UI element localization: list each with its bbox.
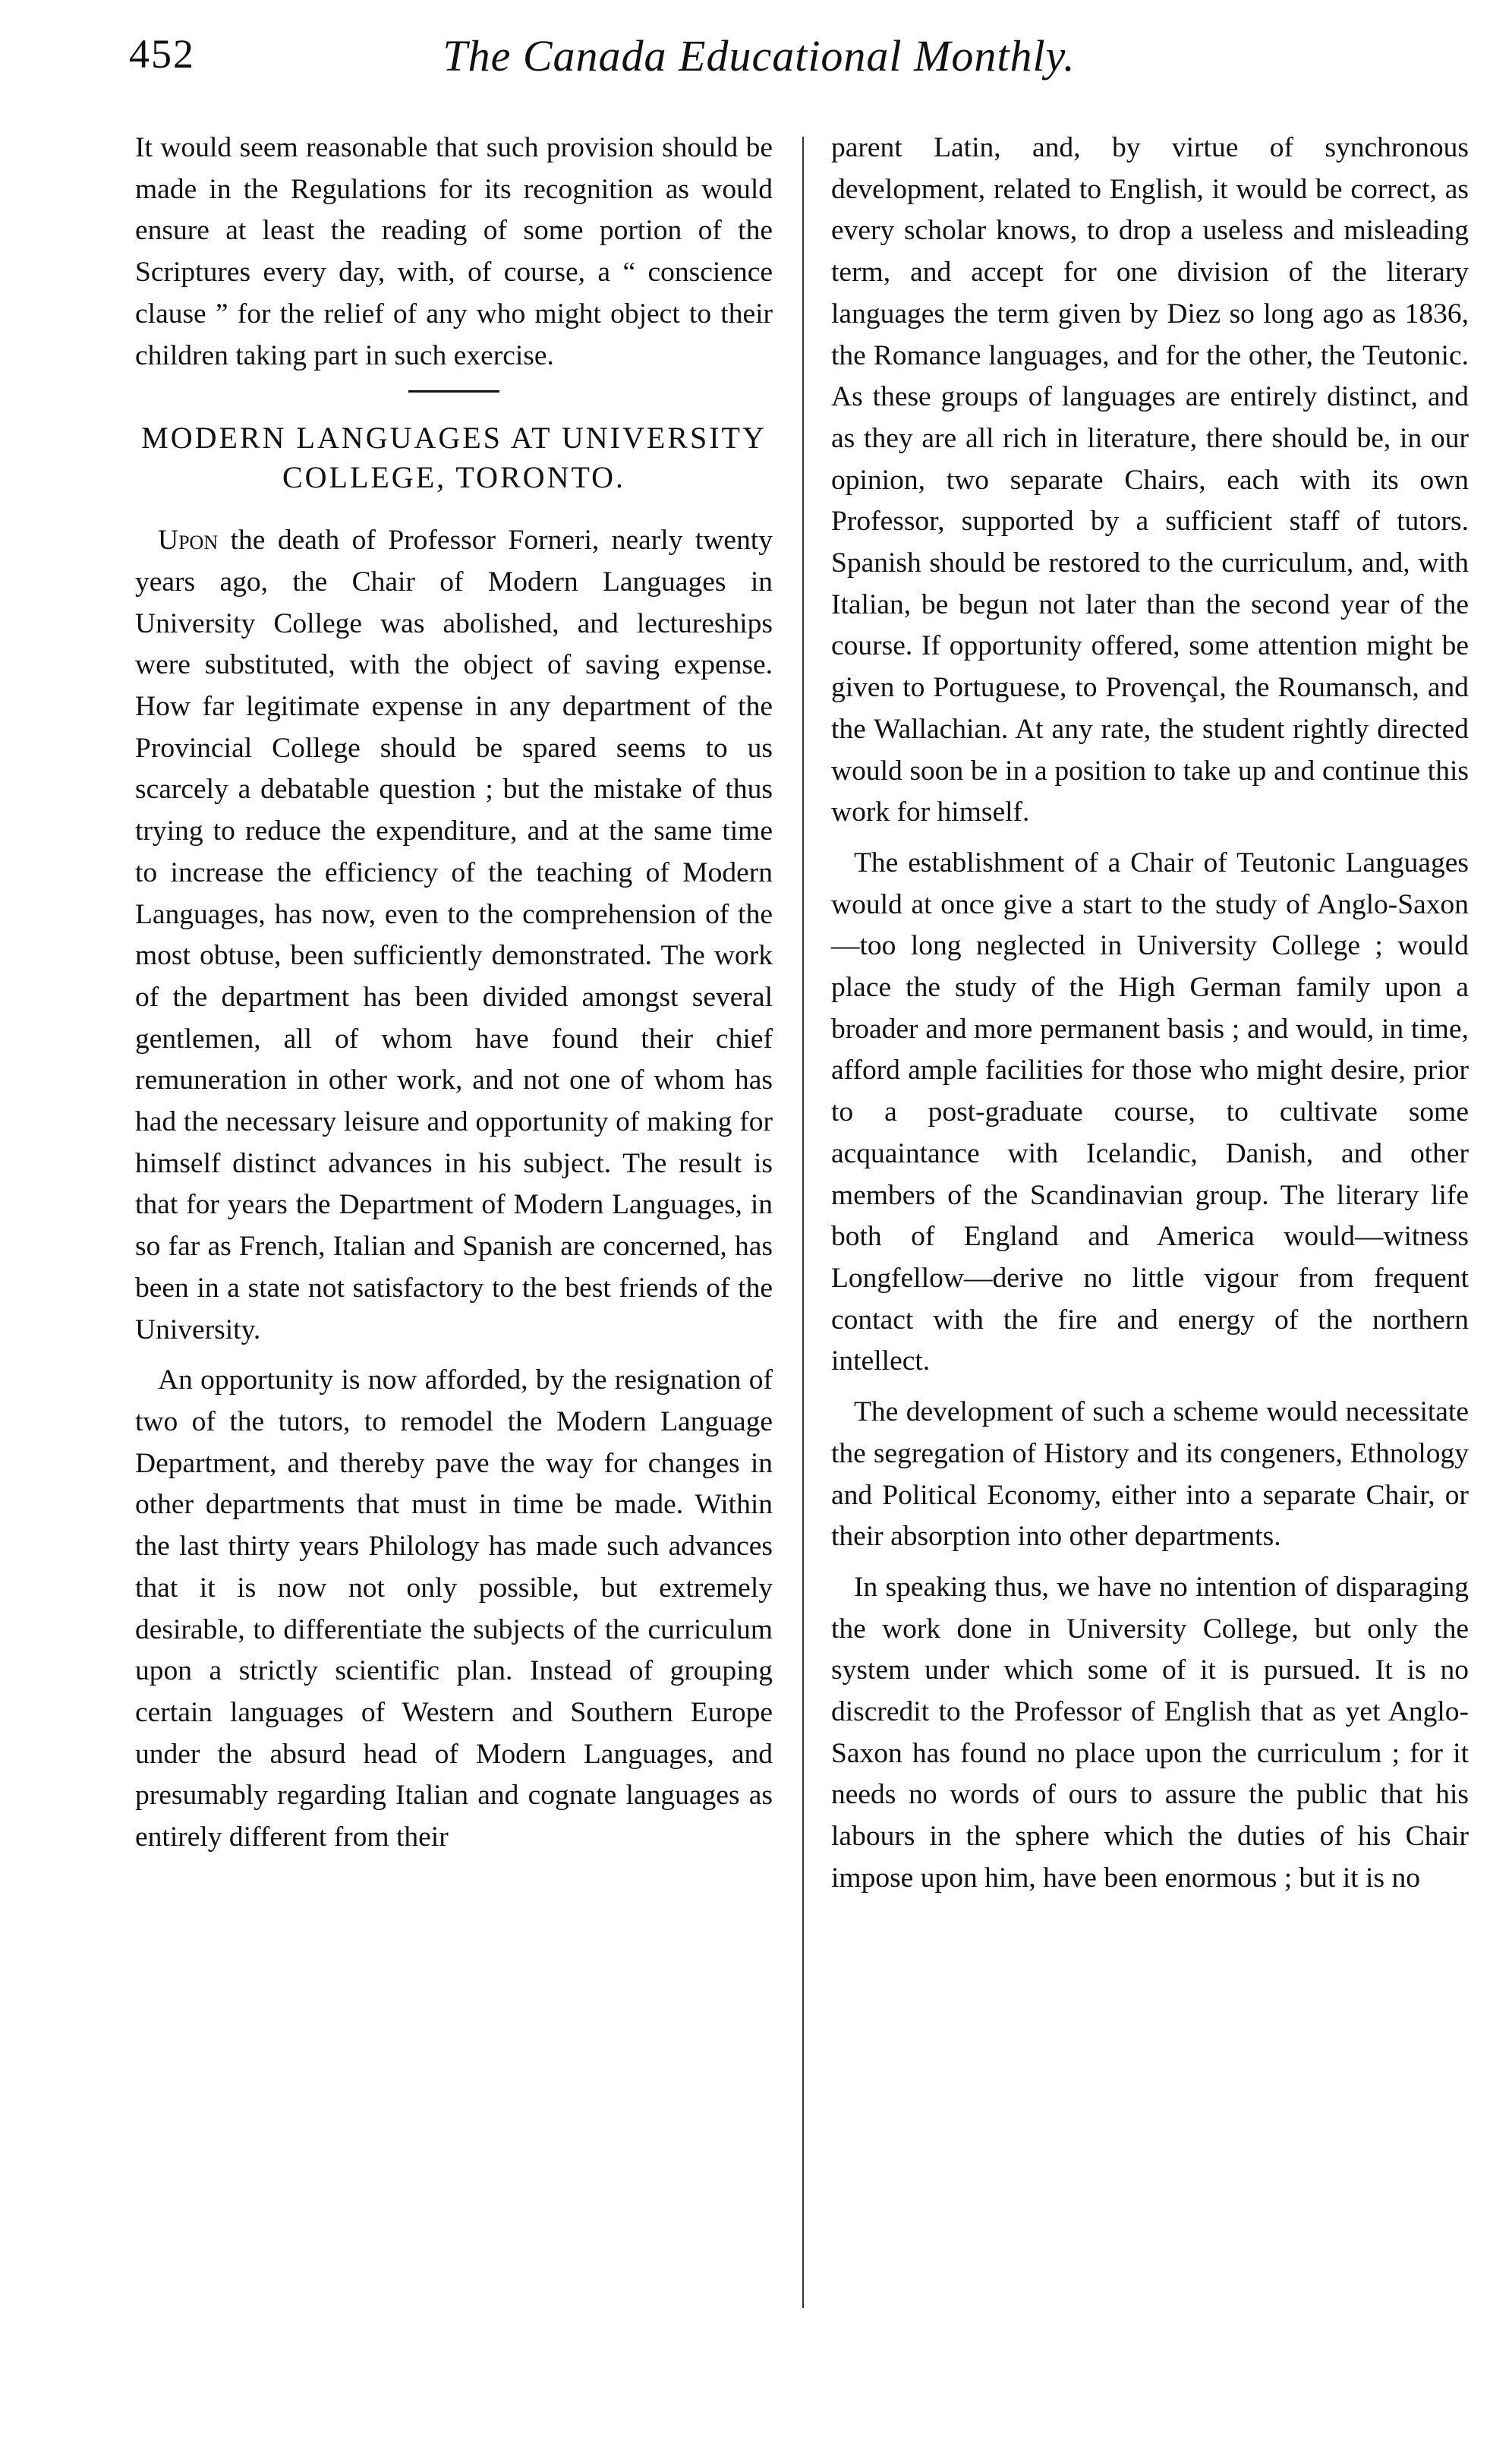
page-header — [129, 30, 1389, 91]
paragraph — [135, 520, 773, 1351]
running-title: The Canada Educational Monthly. — [443, 31, 1076, 80]
page-number: 452 — [129, 31, 195, 77]
section-separator-rule — [408, 390, 499, 393]
column-divider — [802, 137, 804, 2308]
intro-paragraph: It would seem reasonable that such provision should be made in the Regulations for its recognition as would ensure at least the reading of some portion of the Scriptures every day, with, of course, a “ conscience clause ” for the relief of any who might object to their children taking part in such exercise. — [135, 132, 773, 371]
paragraph: parent Latin, and, by virtue of synchronous development, related to English, it would be correct, as every scholar knows, to drop a useless and misleading term, and accept for one division of the literary languages the term given by Diez so long ago as 1836, the Romance languages, and for the other, the Teutonic. As these groups of languages are entirely distinct, and as they are all rich in literature, there should be, in our opinion, two separate Chairs, each with its own Professor, supported by a sufficient staff of tutors. Spanish should be restored to the curriculum, and, with Italian, be begun not later than the second year of the course. If opportunity offered, some attention might be given to Portuguese, to Provençal, the Roumansch, and the Wallachian. At any rate, the student rightly directed would soon be in a position to take up and continue this work for himself. — [831, 132, 1469, 828]
paragraph: The development of such a scheme would necessitate the segregation of History and its congeners, Ethnology and Political Economy, either into a separate Chair, or their absorption into other departments. — [831, 1396, 1469, 1553]
paragraph-lead-word: Upon — [158, 525, 219, 557]
left-column — [135, 128, 773, 1859]
paragraph: An opportunity is now afforded, by the resignation of two of the tutors, to remodel the Modern Language Department, and thereby pave the way for changes in other departments that must in time be made. Within the last thirty years Philology has made such advances that it is now not only possible, but extremely desirable, to differentiate the subjects of the curriculum upon a strictly scientific plan. Instead of grouping certain languages of Western and Southern Europe under the absurd head of Modern Languages, and presumably regarding Italian and cognate languages as entirely different from their — [135, 1364, 773, 1853]
paragraph: The establishment of a Chair of Teutonic Languages would at once give a start to the study of Anglo-Saxon—too long neglected in University College ; would place the study of the High German family upon a broader and more permanent basis ; and would, in time, afford ample facilities for those who might desire, prior to a post-graduate course, to cultivate some acquaintance with Icelandic, Danish, and other members of the Scandinavian group. The literary life both of England and America would—witness Longfellow—derive no little vigour from frequent contact with the fire and energy of the northern intellect. — [831, 847, 1469, 1377]
paragraph: In speaking thus, we have no intention of disparaging the work done in University College, but only the system under which some of it is pursued. It is no discredit to the Professor of English that as yet Anglo-Saxon has found no place upon the curriculum ; for it needs no words of ours to assure the public that his labours in the sphere which the duties of his Chair impose upon him, have been enormous ; but it is no — [831, 1571, 1469, 1894]
paragraph-text: the death of Professor Forneri, nearly twenty years ago, the Chair of Modern Languages in University College was abolished, and lectureships were substituted, with the object of saving expense. How far legitimate expense in any department of the Provincial College should be spared seems to us scarcely a debatable question ; but the mistake of thus trying to reduce the expenditure, and at the same time to increase the efficiency of the teaching of Modern Languages, has now, even to the comprehension of the most obtuse, been sufficiently demonstrated. The work of the department has been divided amongst several gentlemen, all of whom have found their chief remuneration in other work, and not one of whom has had the necessary leisure and opportunity of making for himself distinct advances in his subject. The result is that for years the Department of Modern Languages, in so far as French, Italian and Spanish are concerned, has been in a state not satisfactory to the best friends of the University. — [135, 525, 773, 1345]
section-heading: MODERN LANGUAGES AT UNIVERSITY COLLEGE, TORONTO. — [141, 421, 767, 495]
right-column — [831, 128, 1469, 1900]
